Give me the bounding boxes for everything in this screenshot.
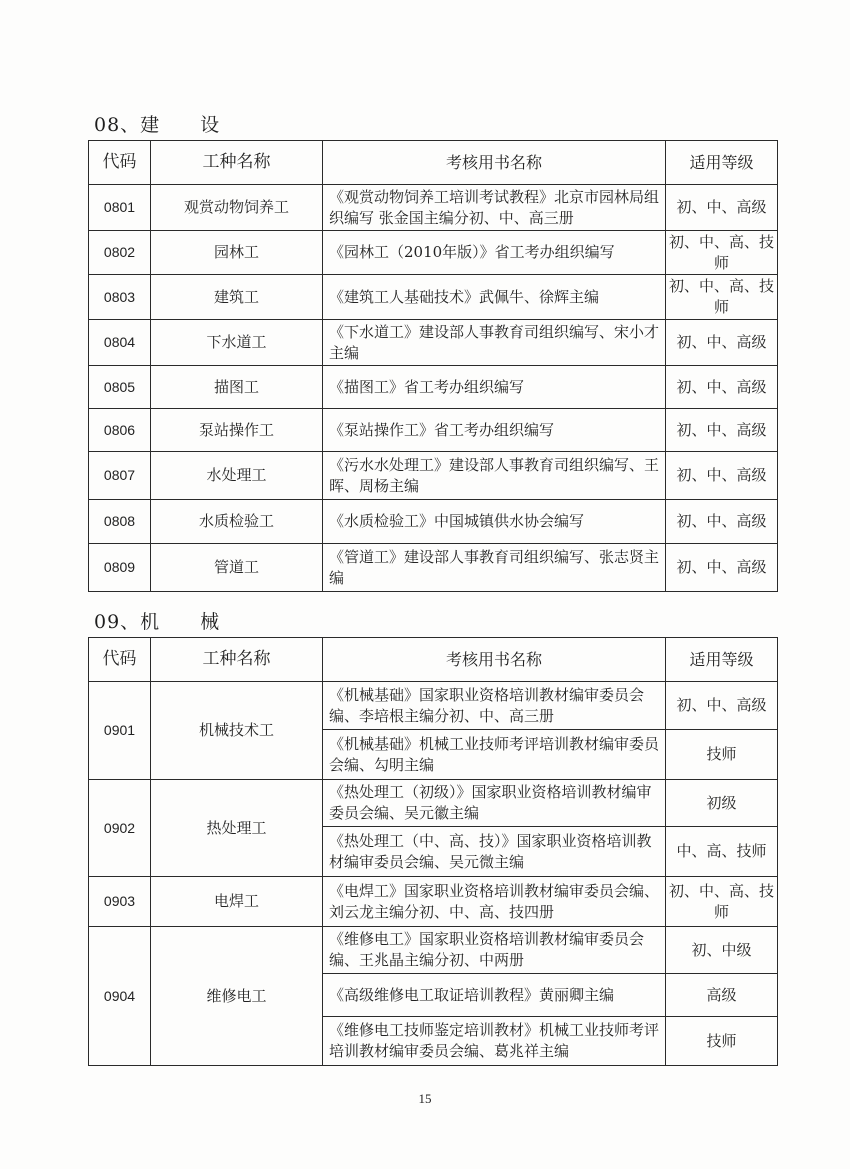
table-row [89,409,778,452]
job-code: 0806 [89,409,151,452]
header-name: 工种名称 [151,141,323,185]
job-name: 机械技术工 [151,682,323,780]
book-title: 《管道工》建设部人事教育司组织编写、张志贤主编 [323,544,666,592]
applicable-level: 初、中、高级 [666,185,778,231]
job-name: 热处理工 [151,780,323,877]
job-code: 0803 [89,275,151,320]
job-code: 0901 [89,682,151,780]
applicable-level: 初、中、高级 [666,500,778,544]
table-row [89,780,778,827]
job-name: 电焊工 [151,877,323,927]
table-row [89,682,778,730]
header-name: 工种名称 [151,638,323,682]
applicable-level: 初、中级 [666,927,778,974]
book-title: 《维修电工》国家职业资格培训教材编审委员会编、王兆晶主编分初、中两册 [323,927,666,974]
table-row [89,877,778,927]
table-row [89,320,778,366]
job-code: 0902 [89,780,151,877]
book-title: 《建筑工人基础技术》武佩牛、徐辉主编 [323,275,666,320]
section-09-title: 09、机 械 [94,611,221,633]
section-08-title: 08、建 设 [94,114,221,136]
construction-table [88,140,778,592]
book-title: 《园林工（2010年版）》省工考办组织编写 [323,231,666,275]
job-code: 0804 [89,320,151,366]
header-level: 适用等级 [666,141,778,185]
applicable-level: 初、中、高级 [666,320,778,366]
table-row [89,231,778,275]
table-row [89,185,778,231]
applicable-level: 初、中、高级 [666,682,778,730]
table-row [89,366,778,409]
book-title: 《机械基础》国家职业资格培训教材编审委员会编、李培根主编分初、中、高三册 [323,682,666,730]
job-name: 水质检验工 [151,500,323,544]
page-number: 15 [418,1091,432,1106]
book-title: 《污水水处理工》建设部人事教育司组织编写、王晖、周杨主编 [323,452,666,500]
table-row [89,275,778,320]
applicable-level: 初、中、高级 [666,544,778,592]
job-name: 下水道工 [151,320,323,366]
book-title: 《下水道工》建设部人事教育司组织编写、宋小才主编 [323,320,666,366]
job-code: 0805 [89,366,151,409]
job-code: 0807 [89,452,151,500]
book-title: 《电焊工》国家职业资格培训教材编审委员会编、刘云龙主编分初、中、高、技四册 [323,877,666,927]
job-name: 水处理工 [151,452,323,500]
job-name: 园林工 [151,231,323,275]
book-title: 《维修电工技师鉴定培训教材》机械工业技师考评培训教材编审委员会编、葛兆祥主编 [323,1017,666,1066]
job-name: 观赏动物饲养工 [151,185,323,231]
job-code: 0808 [89,500,151,544]
book-title: 《高级维修电工取证培训教程》黄丽卿主编 [323,974,666,1017]
header-code: 代码 [89,141,151,185]
table-row [89,927,778,974]
job-code: 0801 [89,185,151,231]
book-title: 《泵站操作工》省工考办组织编写 [323,409,666,452]
book-title: 《水质检验工》中国城镇供水协会编写 [323,500,666,544]
job-name: 泵站操作工 [151,409,323,452]
book-title: 《热处理工（初级）》国家职业资格培训教材编审委员会编、吴元徽主编 [323,780,666,827]
header-book: 考核用书名称 [323,638,666,682]
job-name: 描图工 [151,366,323,409]
applicable-level: 中、高、技师 [666,827,778,877]
job-name: 建筑工 [151,275,323,320]
job-name: 管道工 [151,544,323,592]
applicable-level: 技师 [666,730,778,780]
job-code: 0809 [89,544,151,592]
applicable-level: 高级 [666,974,778,1017]
job-name: 维修电工 [151,927,323,1066]
job-code: 0904 [89,927,151,1066]
table-row [89,500,778,544]
job-code: 0903 [89,877,151,927]
machinery-table [88,637,778,1066]
book-title: 《描图工》省工考办组织编写 [323,366,666,409]
applicable-level: 初、中、高级 [666,409,778,452]
table-row [89,544,778,592]
applicable-level: 初、中、高、技师 [666,231,778,275]
header-book: 考核用书名称 [323,141,666,185]
applicable-level: 初、中、高级 [666,366,778,409]
job-code: 0802 [89,231,151,275]
applicable-level: 技师 [666,1017,778,1066]
applicable-level: 初级 [666,780,778,827]
book-title: 《观赏动物饲养工培训考试教程》北京市园林局组织编写 张金国主编分初、中、高三册 [323,185,666,231]
applicable-level: 初、中、高、技师 [666,275,778,320]
applicable-level: 初、中、高、技师 [666,877,778,927]
header-level: 适用等级 [666,638,778,682]
applicable-level: 初、中、高级 [666,452,778,500]
table-row [89,452,778,500]
book-title: 《机械基础》机械工业技师考评培训教材编审委员会编、勾明主编 [323,730,666,780]
header-code: 代码 [89,638,151,682]
book-title: 《热处理工（中、高、技）》国家职业资格培训教材编审委员会编、吴元微主编 [323,827,666,877]
